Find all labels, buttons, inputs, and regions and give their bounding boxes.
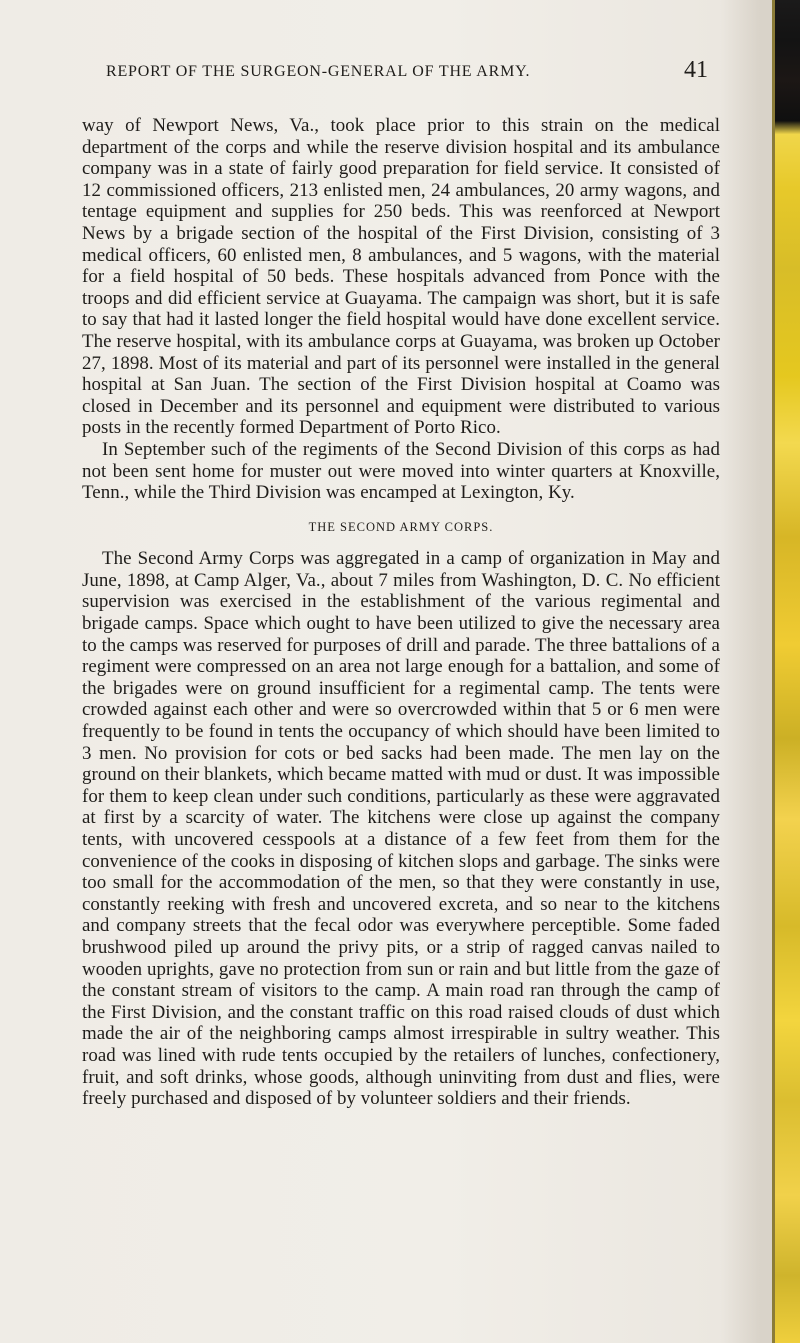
page-number: 41 <box>684 57 708 83</box>
page-header: REPORT OF THE SURGEON-GENERAL OF THE ARMY. <box>106 63 531 80</box>
paragraph-2: In September such of the regiments of the Second Division of this corps as had not been sent home for muster out were moved into winter quarters at Knoxville, Tenn., while the Third Division was encamped at Lexington, Ky. <box>82 438 720 504</box>
page-content <box>82 115 720 1110</box>
paragraph-1: way of Newport News, Va., took place prior to this strain on the medical department of the corps and while the reserve division hospital and its ambulance company was in a state of fairly good preparation for field service. It consisted of 12 commissioned officers, 213 enlisted men, 24 ambulances, 20 army wagons, and tentage equipment and supplies for 250 beds. This was reenforced at Newport News by a brigade section of the hospital of the First Division, consisting of 3 medical officers, 60 enlisted men, 8 ambulances, and 5 wagons, with the material for a field hospital of 50 beds. These hospitals advanced from Ponce with the troops and did efficient service at Guayama. The campaign was short, but it is safe to say that had it lasted longer the field hospital would have done excellent service. The reserve hospital, with its ambulance corps at Guayama, was broken up October 27, 1898. Most of its material and part of its personnel were installed in the general hospital at San Juan. The section of the First Division hospital at Coamo was closed in December and its personnel and equipment were distributed to various posts in the recently formed Department of Porto Rico. <box>82 115 720 439</box>
paragraph-3: The Second Army Corps was aggregated in a camp of organization in May and June, 1898, at Camp Alger, Va., about 7 miles from Washington, D. C. No efficient supervision was exercised in the establishment of the various regimental and brigade camps. Space which ought to have been utilized to give the necessary area to the camps was reserved for purposes of drill and parade. The three battalions of a regiment were compressed on an area not large enough for a battalion, and some of the brigades were on ground insufficient for a regimental camp. The tents were crowded against each other and were so overcrowded within that 5 or 6 men were frequently to be found in tents the occupancy of which should have been limited to 3 men. No provision for cots or bed sacks had been made. The men lay on the ground on their blankets, which became matted with mud or dust. It was impossible for them to keep clean under such conditions, particularly as these were aggravated at first by a scarcity of water. The kitchens were close up against the company tents, with uncovered cesspools at a distance of a few feet from them for the convenience of the cooks in disposing of kitchen slops and garbage. The sinks were too small for the accommodation of the men, so that they were constantly in use, constantly reeking with fresh and uncovered excreta, and so near to the kitchens and company streets that the fecal odor was everywhere perceptible. Some faded brushwood piled up around the privy pits, or a strip of ragged canvas nailed to wooden uprights, gave no protection from sun or rain and but little from the gaze of the constant stream of visitors to the camp. A main road ran through the camp of the First Division, and the constant traffic on this road raised clouds of dust which made the air of the neighboring camps almost irrespirable in sultry weather. This road was lined with rude tents occupied by the retailers of lunches, confectionery, fruit, and soft drinks, whose goods, although uninviting from dust and flies, were freely purchased and disposed of by volunteer soldiers and their friends. <box>82 548 720 1110</box>
page-edge-binding <box>772 0 800 1343</box>
section-heading: THE SECOND ARMY CORPS. <box>308 519 494 534</box>
